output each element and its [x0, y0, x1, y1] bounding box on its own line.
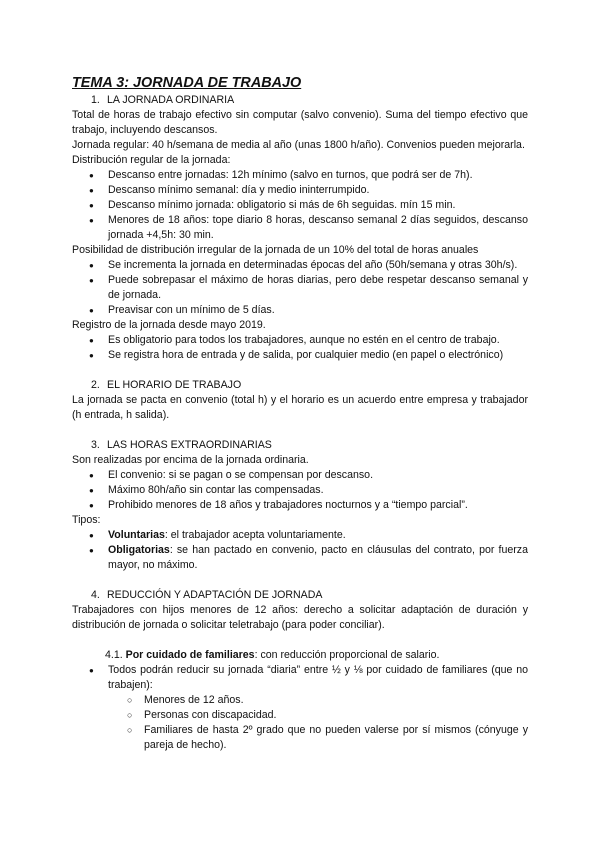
document-page [72, 74, 528, 753]
paragraph-distribucion-irregular: Posibilidad de distribución irregular de la jornada de un 10% del total de horas anuales [72, 244, 479, 256]
sublist-item: ○ Familiares de hasta 2º grado que no pueden valerse por sí mismos (cónyuge y pareja de hecho). [72, 723, 528, 753]
paragraph-tipos: Tipos: [72, 514, 101, 526]
spacer [72, 573, 528, 588]
subsection-bold: Por cuidado de familiares [125, 649, 255, 661]
list-item: ● Máximo 80h/año sin contar las compensadas. [72, 483, 528, 498]
section-number: 1. [91, 94, 100, 106]
list-registro-jornada [72, 333, 528, 363]
paragraph-definicion: Total de horas de trabajo efectivo sin computar (salvo convenio). Suma del tiempo efectivo que trabajo, incluyendo descansos. [72, 109, 528, 136]
subsection-text: : con reducción proporcional de salario. [254, 649, 440, 661]
paragraph-reduccion: Trabajadores con hijos menores de 12 años: derecho a solicitar adaptación de duración y distribución de jornada o solicitar teletrabajo (para poder conciliar). [72, 604, 528, 631]
section-heading-text: EL HORARIO DE TRABAJO [107, 379, 242, 391]
list-item: ● Puede sobrepasar el máximo de horas diarias, pero debe respetar descanso semanal y de jornada. [72, 273, 528, 303]
list-item: ● Descanso entre jornadas: 12h mínimo (salvo en turnos, que podrá ser de 7h). [72, 168, 528, 183]
list-item: ● Menores de 18 años: tope diario 8 horas, descanso semanal 2 días seguidos, descanso jornada +4,5h: 30 min. [72, 213, 528, 243]
section-heading-horas-extra [72, 438, 528, 453]
section-heading-text: LA JORNADA ORDINARIA [107, 94, 235, 106]
list-item: ● Prohibido menores de 18 años y trabajadores nocturnos y a “tiempo parcial”. [72, 498, 528, 513]
list-item: ● Descanso mínimo semanal: día y medio ininterrumpido. [72, 183, 528, 198]
list-item-voluntarias [72, 528, 528, 543]
spacer [72, 633, 528, 648]
section-heading-text: REDUCCIÓN Y ADAPTACIÓN DE JORNADA [107, 589, 323, 601]
term-definition: : el trabajador acepta voluntariamente. [164, 529, 346, 541]
term-obligatorias: Obligatorias [108, 544, 170, 556]
list-horas-extra [72, 468, 528, 513]
sublist-familiares [72, 693, 528, 753]
section-number: 2. [91, 379, 100, 391]
list-distribucion-irregular [72, 258, 528, 318]
paragraph-horario: La jornada se pacta en convenio (total h) y el horario es un acuerdo entre empresa y trabajador (h entrada, h salida). [72, 394, 528, 421]
term-voluntarias: Voluntarias [108, 529, 165, 541]
term-definition: : se han pactado en convenio, pacto en cláusulas del contrato, por fuerza mayor, no máximo. [108, 544, 528, 571]
list-item: ● El convenio: si se pagan o se compensan por descanso. [72, 468, 528, 483]
paragraph-horas-extra: Son realizadas por encima de la jornada ordinaria. [72, 454, 309, 466]
subsection-number: 4.1. [105, 649, 123, 661]
subsection-heading-cuidado-familiares [72, 648, 528, 663]
list-item: ● Es obligatorio para todos los trabajadores, aunque no estén en el centro de trabajo. [72, 333, 528, 348]
section-number: 3. [91, 439, 100, 451]
list-tipos [72, 528, 528, 573]
spacer [72, 423, 528, 438]
section-number: 4. [91, 589, 100, 601]
section-heading-text: LAS HORAS EXTRAORDINARIAS [107, 439, 272, 451]
sublist-item: ○ Menores de 12 años. [72, 693, 528, 708]
list-item: ● Se incrementa la jornada en determinadas épocas del año (50h/semana y otras 30h/s). [72, 258, 528, 273]
section-heading-reduccion [72, 588, 528, 603]
list-item: ● Preavisar con un mínimo de 5 días. [72, 303, 528, 318]
sublist-item: ○ Personas con discapacidad. [72, 708, 528, 723]
list-item-obligatorias [72, 543, 528, 573]
spacer [72, 363, 528, 378]
list-item: ● Todos podrán reducir su jornada “diaria” entre ½ y ⅛ por cuidado de familiares (que no trabajen): [72, 663, 528, 693]
list-distribucion-regular [72, 168, 528, 243]
document-title: TEMA 3: JORNADA DE TRABAJO [72, 75, 302, 91]
section-heading-jornada-ordinaria [72, 93, 528, 108]
paragraph-jornada-regular: Jornada regular: 40 h/semana de media al año (unas 1800 h/año). Convenios pueden mejorarla. [72, 139, 525, 151]
section-heading-horario [72, 378, 528, 393]
paragraph-registro-jornada: Registro de la jornada desde mayo 2019. [72, 319, 266, 331]
list-cuidado-familiares [72, 663, 528, 693]
list-item: ● Descanso mínimo jornada: obligatorio si más de 6h seguidas. mín 15 min. [72, 198, 528, 213]
list-item: ● Se registra hora de entrada y de salida, por cualquier medio (en papel o electrónico) [72, 348, 528, 363]
paragraph-distribucion-regular: Distribución regular de la jornada: [72, 154, 231, 166]
